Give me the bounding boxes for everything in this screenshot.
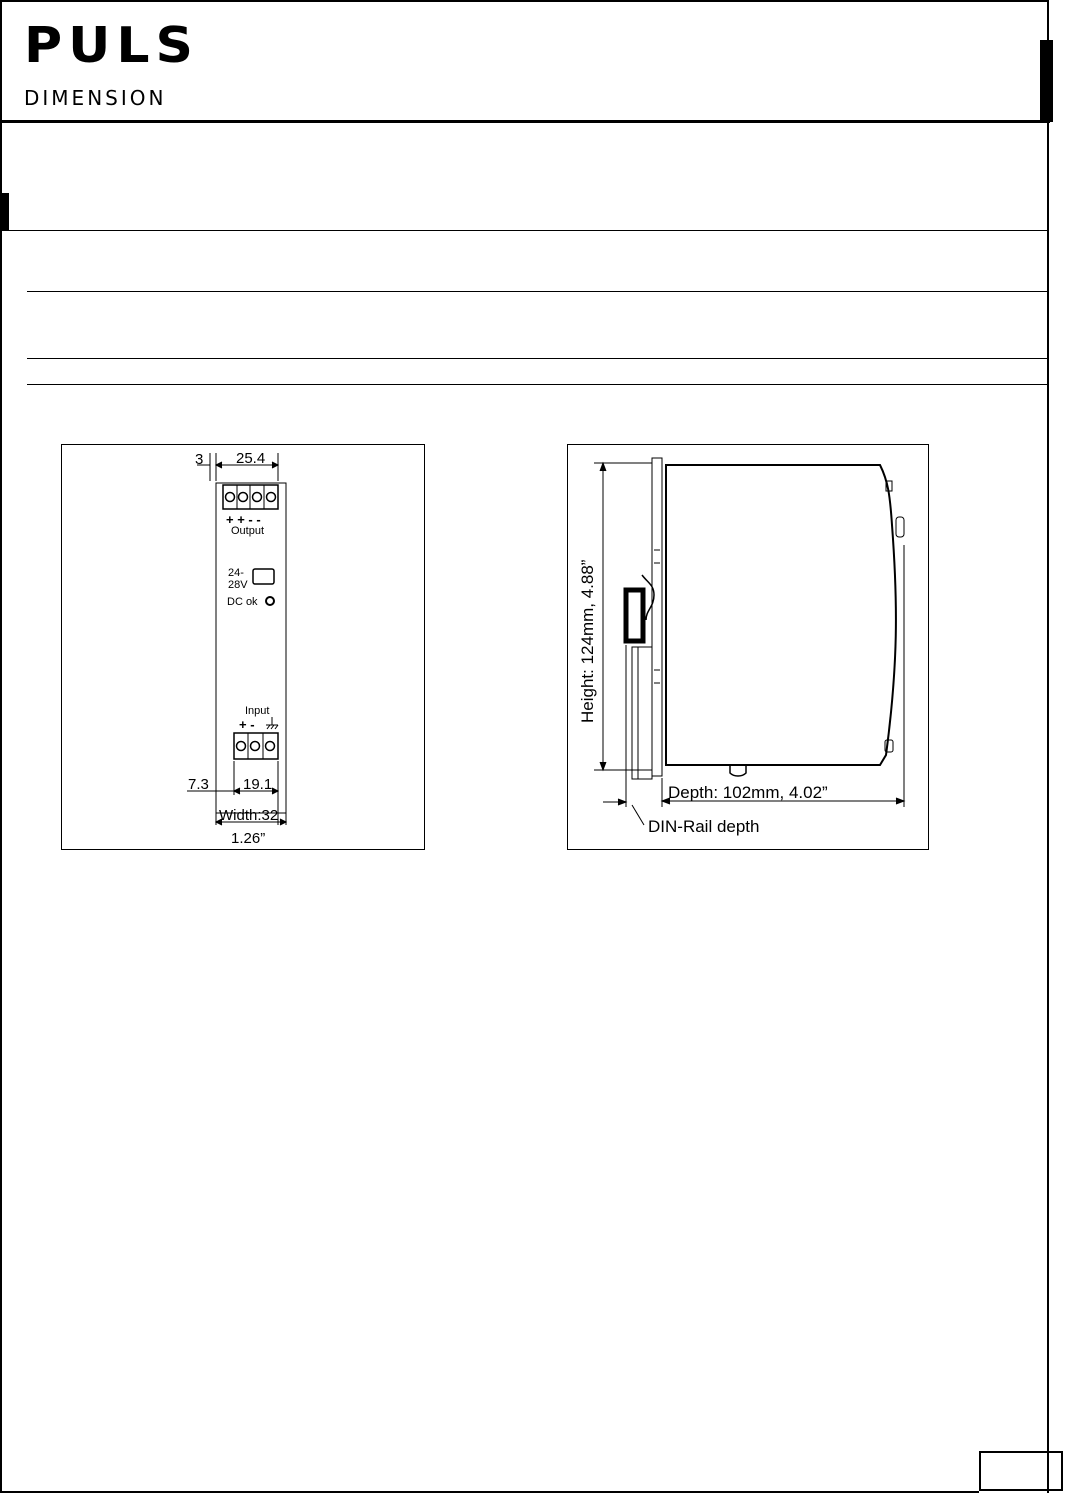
- output-terminal-signs: + + - -: [226, 512, 261, 527]
- front-view-drawing: [61, 444, 425, 850]
- voltage-line-1: 24-: [228, 567, 244, 579]
- section-tab-left: [0, 193, 9, 231]
- rule-3: [27, 384, 1048, 385]
- frame-bottom: [0, 1491, 979, 1493]
- din-rail-depth-label: DIN-Rail depth: [648, 817, 760, 836]
- voltage-line-2: 28V: [228, 579, 248, 591]
- rule-2: [27, 358, 1048, 359]
- input-label: Input: [245, 705, 270, 717]
- dim-input-span-text: 19.1: [243, 776, 273, 793]
- depth-label: Depth: 102mm, 4.02”: [668, 783, 828, 802]
- puls-logo: PULS: [24, 17, 199, 75]
- rule-1: [27, 291, 1048, 292]
- page-number-box: [979, 1451, 1063, 1491]
- dim-top-text: 25.4: [236, 450, 266, 467]
- dim-offset-text: 3: [195, 451, 204, 468]
- dc-ok-label: DC ok: [227, 596, 258, 608]
- frame-top: [0, 0, 1049, 2]
- side-view-drawing: [567, 444, 929, 850]
- section-rule: [0, 230, 1048, 231]
- width-label: Width:32: [219, 807, 279, 824]
- dimension-logo: DIMENSION: [24, 86, 167, 110]
- header-tab-right: [1040, 40, 1053, 122]
- width-inch-label: 1.26”: [231, 830, 266, 847]
- frame-right: [1047, 0, 1049, 1493]
- output-label: Output: [231, 525, 265, 537]
- header-rule: [0, 120, 1050, 123]
- dim-input-offset-text: 7.3: [188, 776, 209, 793]
- side-view-svg: [568, 445, 928, 849]
- input-terminal-signs: + -: [239, 717, 255, 732]
- height-label: Height: 124mm, 4.88”: [578, 559, 597, 723]
- front-view-svg: [62, 445, 424, 849]
